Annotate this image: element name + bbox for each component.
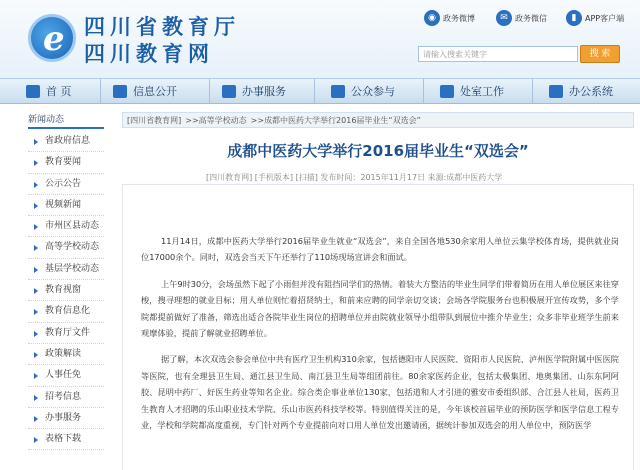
breadcrumb-home[interactable]: [四川省教育网] (127, 115, 182, 125)
sidebar-item[interactable]: 办事服务 (28, 408, 104, 429)
breadcrumb-category[interactable]: >>高等学校动态 (185, 115, 247, 125)
site-logo-icon[interactable] (28, 14, 76, 62)
services-icon (222, 85, 236, 98)
breadcrumb-current: >>成都中医药大学举行2016届毕业生“双选会” (250, 115, 421, 125)
people-icon (331, 85, 345, 98)
sidebar-item[interactable]: 市州区县动态 (28, 216, 104, 237)
sidebar-item[interactable]: 高等学校动态 (28, 237, 104, 258)
document-icon (113, 85, 127, 98)
sidebar-item[interactable]: 招考信息 (28, 387, 104, 408)
article-paragraph: 据了解，本次双选会参会单位中共有医疗卫生机构310余家，包括德阳市人民医院、资阳市人民医院、泸州医学院附属中医医院等医院，也有全理县卫生局、通江县卫生局、南江县卫生局等组团前往。80余家医药企业，包括太极集团、地奥集团、山东东阿阿胶、昆明中药厂、好医生药业等知名企业。综合类企事业单位130家，包括道和人才引进的雅安市委组织部、合江县人社局，医药卫生教育人才招聘的乐山职业技术学院、乐山市医药科技学校等。特别值得关注的是，今年该校首届毕业的预防医学和医学信息工程专业，学校和学院都高度重视，专门针对两个专业提前向对口用人单位发出邀请函，据统计参加双选会的用人单位中，预防医学 (141, 354, 619, 431)
sidebar (28, 112, 104, 450)
site-header (0, 0, 640, 78)
sidebar-item[interactable]: 视频新闻 (28, 195, 104, 216)
wechat-link[interactable]: ✉ 政务微信 (496, 10, 547, 26)
nav-services[interactable]: 办事服务 (210, 79, 314, 103)
home-icon (26, 85, 40, 98)
sidebar-item[interactable]: 教育厅文件 (28, 323, 104, 344)
app-icon: ▮ (566, 10, 582, 26)
nav-home[interactable]: 首 页 (0, 79, 100, 103)
folder-icon (440, 85, 454, 98)
sidebar-item[interactable]: 教育信息化 (28, 301, 104, 322)
nav-participation[interactable]: 公众参与 (315, 79, 423, 103)
sidebar-item[interactable]: 政策解读 (28, 344, 104, 365)
sidebar-item[interactable]: 教育视窗 (28, 280, 104, 301)
article-title: 成都中医药大学举行2016届毕业生“双选会” (227, 142, 529, 160)
nav-department-work[interactable]: 处室工作 (424, 79, 532, 103)
sidebar-item[interactable]: 公示公告 (28, 174, 104, 195)
breadcrumb (122, 112, 634, 128)
sidebar-item[interactable]: 表格下载 (28, 429, 104, 450)
nav-info-public[interactable]: 信息公开 (101, 79, 209, 103)
site-title-line2: 四川教育网 (84, 41, 214, 66)
computer-icon (549, 85, 563, 98)
article-paragraph: 上午9时30分，会场虽然下起了小雨但并没有阻挡同学们的热情。着装大方整洁的毕业生同学们带着简历在用人单位展区来往穿梭，搜寻理想的就业目标；用人单位则忙着招贤纳士，和前来应聘的同学亲切交谈；会场各学院服务台也积极展开宣传攻势，多个学院都提前做好了准备，筛选出适合各院毕业生岗位的招聘单位并由院就业领导小组带队到展位中推介毕业生；众多非毕业班学生前来观摩体验，提前了解就业招聘单位。 (141, 278, 619, 339)
wechat-icon: ✉ (496, 10, 512, 26)
article-paragraph: 11月14日，成都中医药大学举行2016届毕业生就业“双选会”，来自全国各地530余家用人单位云集学校体育场，提供就业岗位17000余个。同时，双选会当天下午还举行了110场现场宣讲会和面试。 (141, 236, 619, 263)
sidebar-item[interactable]: 基层学校动态 (28, 259, 104, 280)
article-body (122, 184, 634, 470)
sidebar-item[interactable]: 省政府信息 (28, 131, 104, 152)
sidebar-heading: 新闻动态 (28, 112, 104, 129)
search-input[interactable]: 请输入搜索关键字 (418, 46, 578, 62)
nav-office-system[interactable]: 办公系统 (533, 79, 639, 103)
article-meta: [四川教育网] [手机版本] [扫描] 发布时间：2015年11月17日 来源:成都中医药大学 (206, 173, 503, 182)
weibo-icon: ◉ (424, 10, 440, 26)
main-nav (0, 78, 640, 104)
site-title-line1: 四川省教育厅 (84, 14, 240, 39)
sidebar-item[interactable]: 教育要闻 (28, 152, 104, 173)
sidebar-item[interactable]: 人事任免 (28, 365, 104, 386)
search-button[interactable]: 搜 索 (580, 45, 620, 63)
weibo-link[interactable]: ◉ 政务微博 (424, 10, 475, 26)
app-link[interactable]: ▮ APP客户端 (566, 10, 624, 26)
